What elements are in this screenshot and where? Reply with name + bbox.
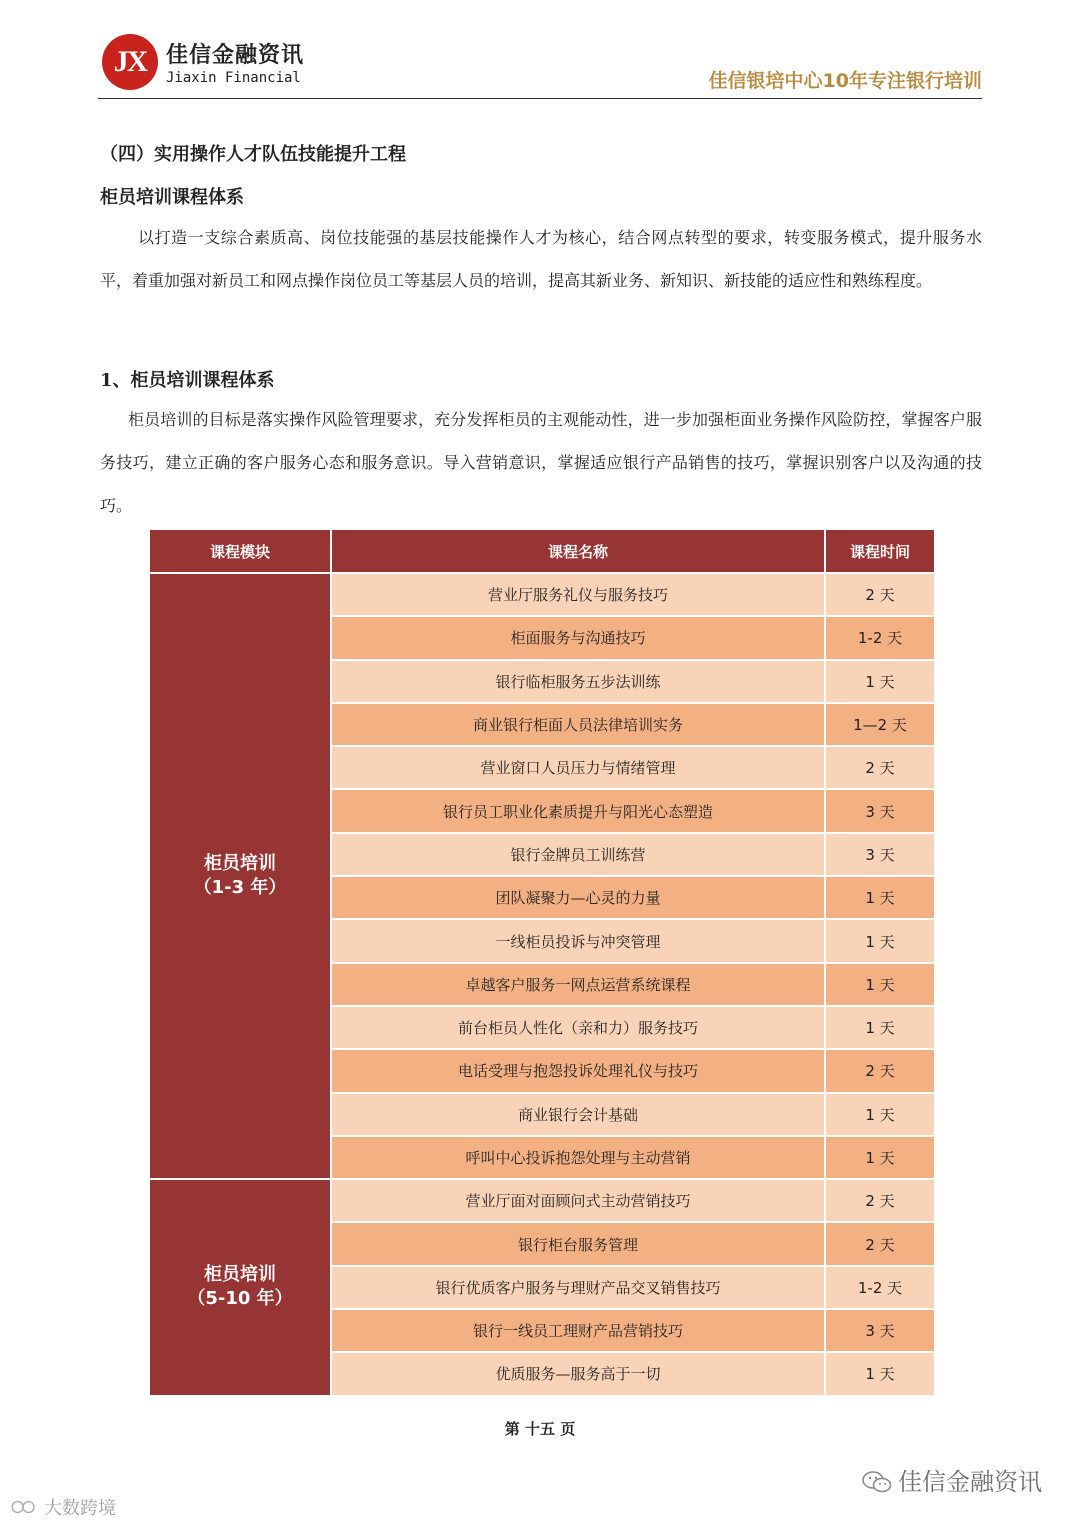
wechat-watermark — [862, 1462, 1042, 1497]
wechat-watermark-text: 佳信金融资讯 — [898, 1468, 1042, 1496]
header-module: 课程模块 — [149, 529, 331, 573]
course-name-cell: 柜面服务与沟通技巧 — [331, 616, 825, 659]
logo-chinese-name: 佳信金融资讯 — [166, 43, 305, 68]
table-body — [149, 573, 935, 1396]
jx-logo-icon: JX — [102, 34, 158, 90]
course-time-cell: 1—2 天 — [825, 703, 935, 746]
source-watermark-text: 大数跨境 — [44, 1498, 116, 1519]
course-time-cell: 1 天 — [825, 1136, 935, 1179]
course-time-cell: 1 天 — [825, 876, 935, 919]
module-name: 柜员培训 — [204, 853, 276, 875]
header-slogan: 佳信银培中心10年专注银行培训 — [708, 70, 982, 92]
module-cell — [149, 573, 331, 1179]
course-name-cell: 商业银行会计基础 — [331, 1093, 825, 1136]
course-name-cell: 一线柜员投诉与冲突管理 — [331, 919, 825, 962]
course-name-cell: 营业厅服务礼仪与服务技巧 — [331, 573, 825, 616]
course-name-cell: 银行临柜服务五步法训练 — [331, 660, 825, 703]
course-time-cell: 3 天 — [825, 789, 935, 832]
intro-paragraph: 以打造一支综合素质高、岗位技能强的基层技能操作人才为核心，结合网点转型的要求，转变服务模式，提升服务水平，着重加强对新员工和网点操作岗位员工等基层人员的培训，提高其新业务、新知识、新技能的适应性和熟练程度。 — [100, 228, 982, 290]
header-course-time: 课程时间 — [825, 529, 935, 573]
numbered-title: 1、柜员培训课程体系 — [100, 370, 275, 391]
course-name-cell: 营业窗口人员压力与情绪管理 — [331, 746, 825, 789]
course-time-cell: 1 天 — [825, 1093, 935, 1136]
course-time-cell: 1 天 — [825, 1006, 935, 1049]
course-time-cell: 1-2 天 — [825, 1266, 935, 1309]
course-time-cell: 1 天 — [825, 919, 935, 962]
course-table — [148, 528, 936, 1397]
course-time-cell: 1 天 — [825, 1352, 935, 1395]
course-time-cell: 2 天 — [825, 1049, 935, 1092]
subsection-title: 柜员培训课程体系 — [100, 187, 244, 208]
table-row — [149, 573, 935, 616]
header-course-name: 课程名称 — [331, 529, 825, 573]
course-name-cell: 团队凝聚力—心灵的力量 — [331, 876, 825, 919]
course-name-cell: 银行员工职业化素质提升与阳光心态塑造 — [331, 789, 825, 832]
course-time-cell: 3 天 — [825, 1309, 935, 1352]
course-name-cell: 银行柜台服务管理 — [331, 1222, 825, 1265]
course-time-cell: 1-2 天 — [825, 616, 935, 659]
course-name-cell: 卓越客户服务一网点运营系统课程 — [331, 963, 825, 1006]
course-name-cell: 银行优质客户服务与理财产品交叉销售技巧 — [331, 1266, 825, 1309]
course-time-cell: 2 天 — [825, 573, 935, 616]
table-row — [149, 1179, 935, 1222]
goal-paragraph: 柜员培训的目标是落实操作风险管理要求，充分发挥柜员的主观能动性，进一步加强柜面业务操作风险防控，掌握客户服务技巧，建立正确的客户服务心态和服务意识。导入营销意识，掌握适应银行产品销售的技巧，掌握识别客户以及沟通的技巧。 — [100, 410, 982, 515]
course-name-cell: 商业银行柜面人员法律培训实务 — [331, 703, 825, 746]
source-watermark — [10, 1494, 116, 1520]
course-name-cell: 营业厅面对面顾问式主动营销技巧 — [331, 1179, 825, 1222]
course-name-cell: 呼叫中心投诉抱怨处理与主动营销 — [331, 1136, 825, 1179]
course-name-cell: 优质服务—服务高于一切 — [331, 1352, 825, 1395]
course-time-cell: 3 天 — [825, 833, 935, 876]
table-header-row — [149, 529, 935, 573]
module-cell — [149, 1179, 331, 1395]
course-time-cell: 2 天 — [825, 1179, 935, 1222]
module-name: 柜员培训 — [204, 1264, 276, 1286]
course-name-cell: 电话受理与抱怨投诉处理礼仪与技巧 — [331, 1049, 825, 1092]
section-title: （四）实用操作人才队伍技能提升工程 — [100, 144, 406, 165]
page-number: 第 十五 页 — [504, 1420, 576, 1438]
logo-english-name: Jiaxin Financial — [166, 70, 301, 86]
wechat-icon — [862, 1471, 892, 1493]
page-header — [98, 30, 982, 99]
course-name-cell: 前台柜员人性化（亲和力）服务技巧 — [331, 1006, 825, 1049]
module-years: （1-3 年） — [193, 877, 287, 899]
course-name-cell: 银行金牌员工训练营 — [331, 833, 825, 876]
course-time-cell: 2 天 — [825, 746, 935, 789]
course-name-cell: 银行一线员工理财产品营销技巧 — [331, 1309, 825, 1352]
course-time-cell: 2 天 — [825, 1222, 935, 1265]
source-logo-icon — [10, 1497, 38, 1517]
course-time-cell: 1 天 — [825, 660, 935, 703]
module-years: （5-10 年） — [187, 1288, 293, 1310]
course-time-cell: 1 天 — [825, 963, 935, 1006]
